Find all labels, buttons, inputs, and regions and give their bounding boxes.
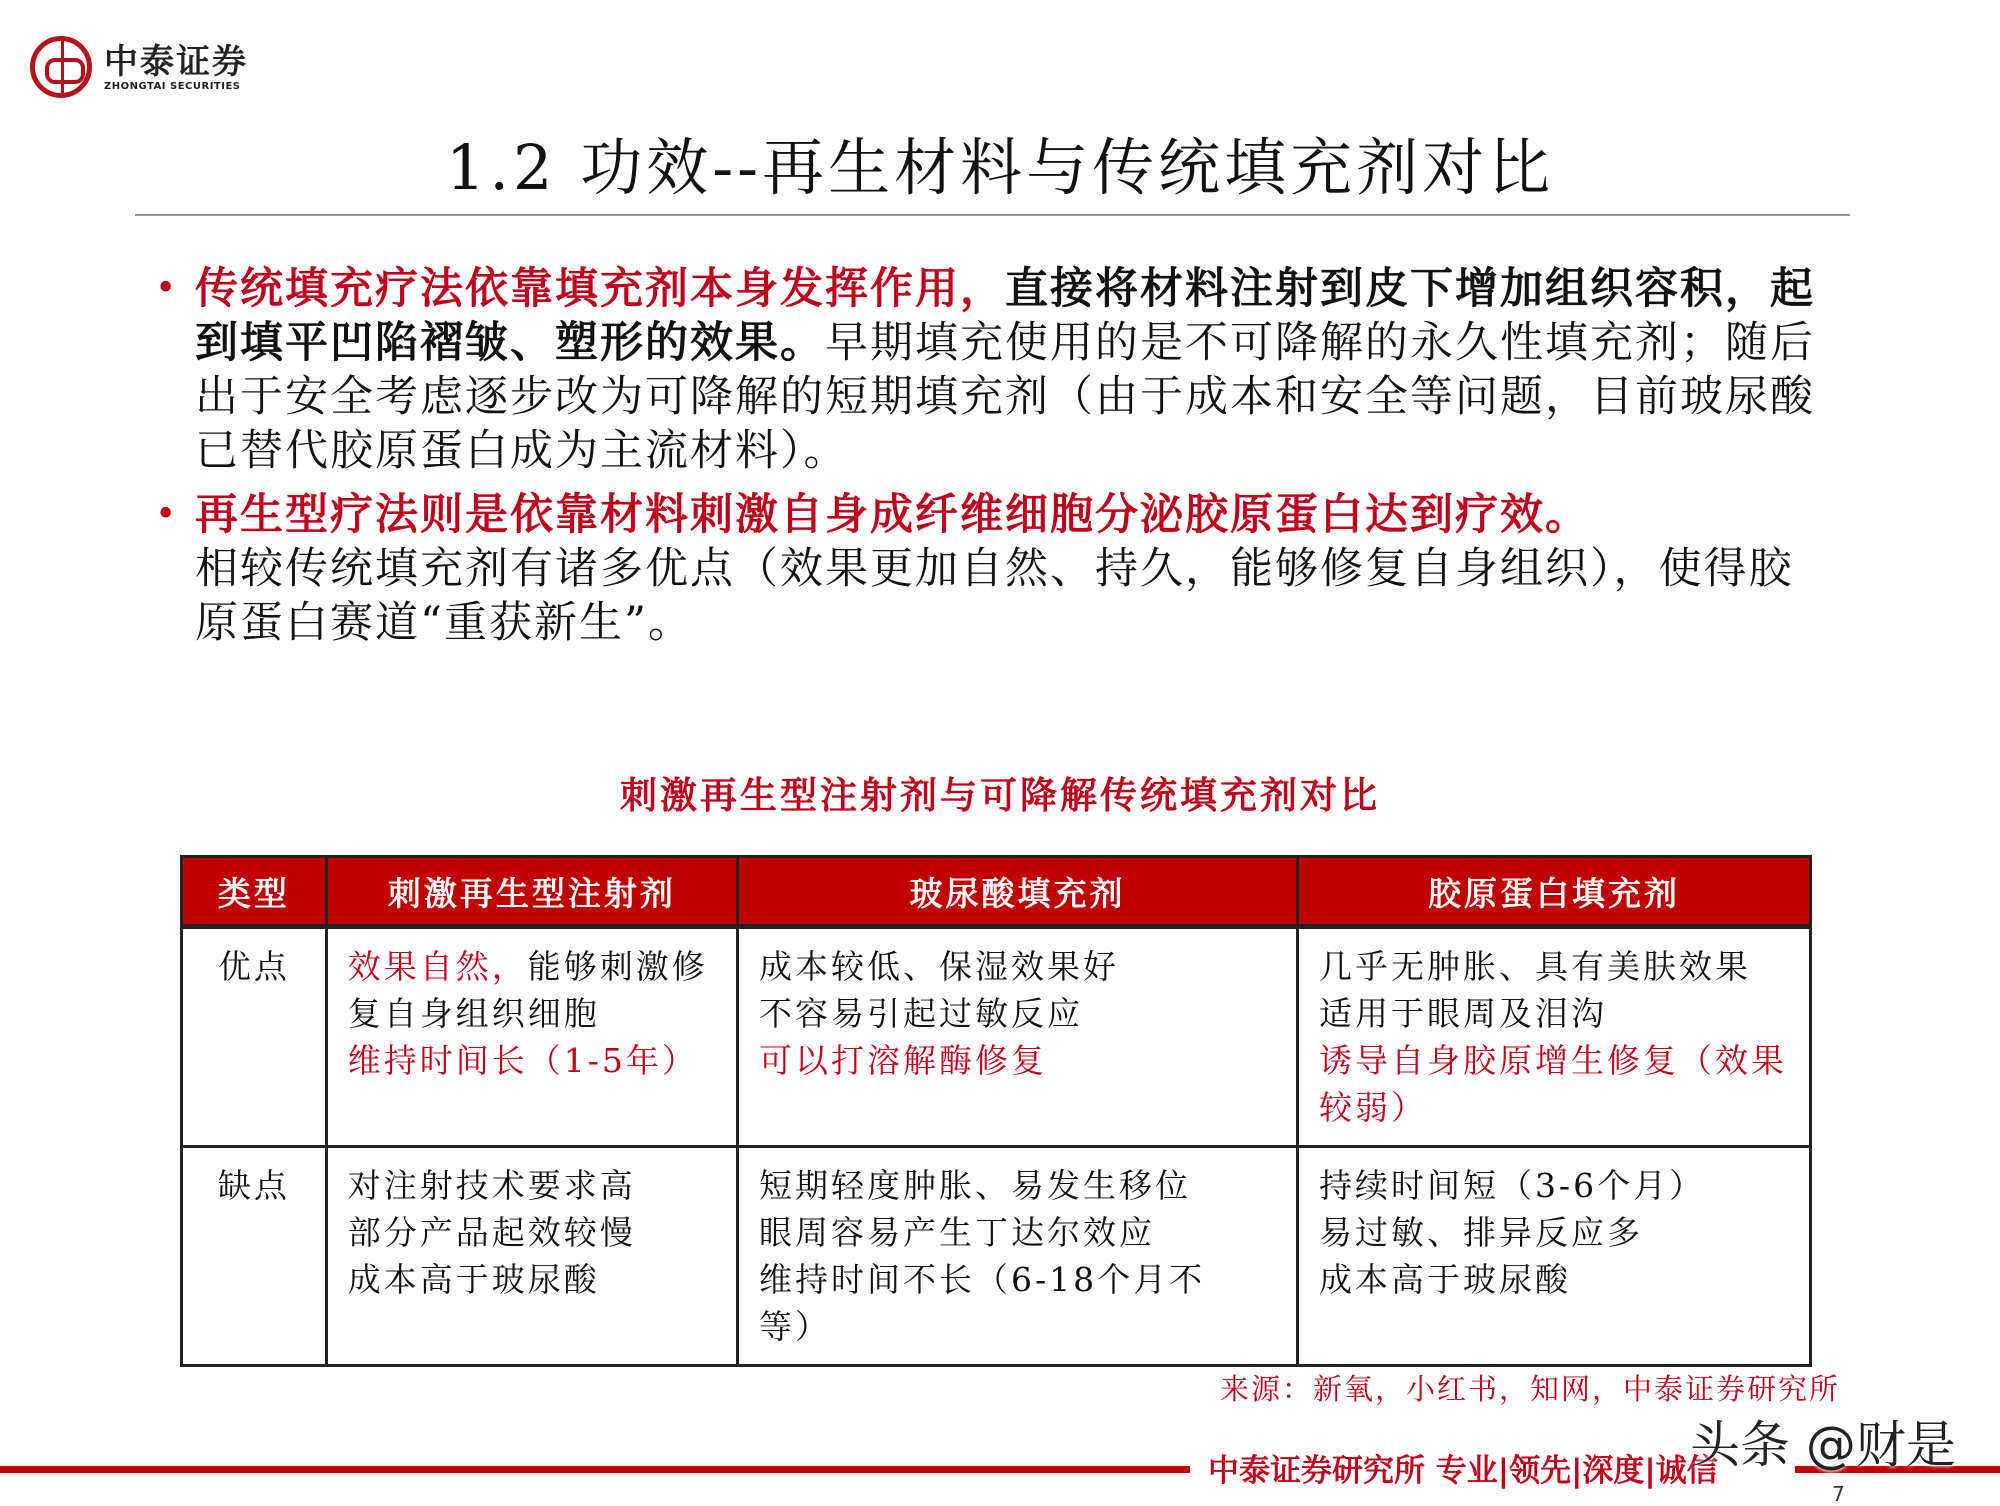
- cell-text: 维持时间长（1-5年）: [347, 1041, 698, 1080]
- table-cell: [326, 927, 737, 1147]
- cell-text: 眼周容易产生丁达尔效应: [759, 1213, 1156, 1252]
- table-cell: [326, 1147, 737, 1366]
- bullet-text: 相较传统填充剂有诸多优点（效果更加自然、持久，能够修复自身组织），使得胶原蛋白赛道“重获新生”。: [195, 544, 1794, 648]
- bullet-highlight: 传统填充疗法依靠填充剂本身发挥作用，: [195, 264, 1005, 314]
- table-cell: [1297, 927, 1810, 1147]
- cell-text: 易过敏、排异反应多: [1318, 1213, 1643, 1252]
- slide-title: 1.2 功效--再生材料与传统填充剂对比: [445, 131, 1555, 204]
- bullet-highlight: 再生型疗法则是依靠材料刺激自身成纤维细胞分泌胶原蛋白达到疗效。: [195, 490, 1590, 540]
- table-caption: 刺激再生型注射剂与可降解传统填充剂对比: [620, 773, 1380, 817]
- table-row: [182, 927, 1811, 1147]
- bullet-text: 早期填充使用的是不可降解的永久性填充剂；随后出于安全考虑逐步改为可降解的短期填充剂（由于成本和安全等问题，目前玻尿酸已替代胶原蛋白成为主流材料）。: [195, 318, 1815, 476]
- cell-text: 成本较低、保湿效果好: [759, 947, 1120, 986]
- bullet-icon: •: [155, 268, 179, 309]
- table-cell: [738, 927, 1298, 1147]
- cell-text: 部分产品起效较慢: [347, 1213, 636, 1252]
- table-cell: [738, 1147, 1298, 1366]
- company-logo: [30, 36, 248, 98]
- bullet-icon: •: [155, 494, 179, 535]
- row-type-cell: 缺点: [182, 1147, 327, 1366]
- footer-line-left: [0, 1466, 1190, 1473]
- bullet-item: [150, 262, 1830, 478]
- bullet-item: [150, 488, 1830, 650]
- table-row: [182, 1147, 1811, 1366]
- header-collagen: 胶原蛋白填充剂: [1297, 857, 1810, 927]
- logo-name-cn: 中泰证券: [104, 41, 248, 82]
- header-type: 类型: [182, 857, 327, 927]
- bullet-list: [150, 262, 1830, 660]
- cell-text: 诱导自身胶原增生修复（效果较弱）: [1318, 1041, 1787, 1127]
- header-regenerative: 刺激再生型注射剂: [326, 857, 737, 927]
- cell-text: 持续时间短（3-6个月）: [1318, 1166, 1706, 1205]
- cell-text: 能够刺激修复自身组织细胞: [347, 947, 708, 1033]
- source-note: 来源：新氧，小红书，知网，中泰证券研究所: [1219, 1372, 1840, 1406]
- cell-text: 对注射技术要求高: [347, 1166, 636, 1205]
- watermark: 头条 @财是: [1690, 1416, 1956, 1474]
- comparison-table: [180, 855, 1812, 1367]
- cell-text: 成本高于玻尿酸: [1318, 1260, 1571, 1299]
- cell-text: 几乎无肿胀、具有美肤效果: [1318, 947, 1751, 986]
- logo-name-en: ZHONGTAI SECURITIES: [104, 80, 241, 92]
- header-hyaluronic: 玻尿酸填充剂: [738, 857, 1298, 927]
- bullet-bold: 直接将材料注射到皮下增加组织容积，起到填平凹陷褶皱、塑形的效果。: [195, 264, 1815, 368]
- cell-text: 不容易引起过敏反应: [759, 994, 1084, 1033]
- cell-text: 可以打溶解酶修复: [759, 1041, 1048, 1080]
- cell-text: 维持时间不长（6-18个月不等）: [759, 1260, 1206, 1346]
- cell-text: 短期轻度肿胀、易发生移位: [759, 1166, 1192, 1205]
- row-type-cell: 优点: [182, 927, 327, 1147]
- cell-text: 适用于眼周及泪沟: [1318, 994, 1607, 1033]
- logo-icon: [30, 36, 92, 98]
- cell-text: 效果自然，: [347, 947, 528, 986]
- cell-text: 成本高于玻尿酸: [347, 1260, 600, 1299]
- page-number: 7: [1832, 1482, 1845, 1506]
- title-divider: [135, 214, 1850, 216]
- footer-slogan: 中泰证券研究所 专业|领先|深度|诚信: [1208, 1453, 1718, 1489]
- table-cell: [1297, 1147, 1810, 1366]
